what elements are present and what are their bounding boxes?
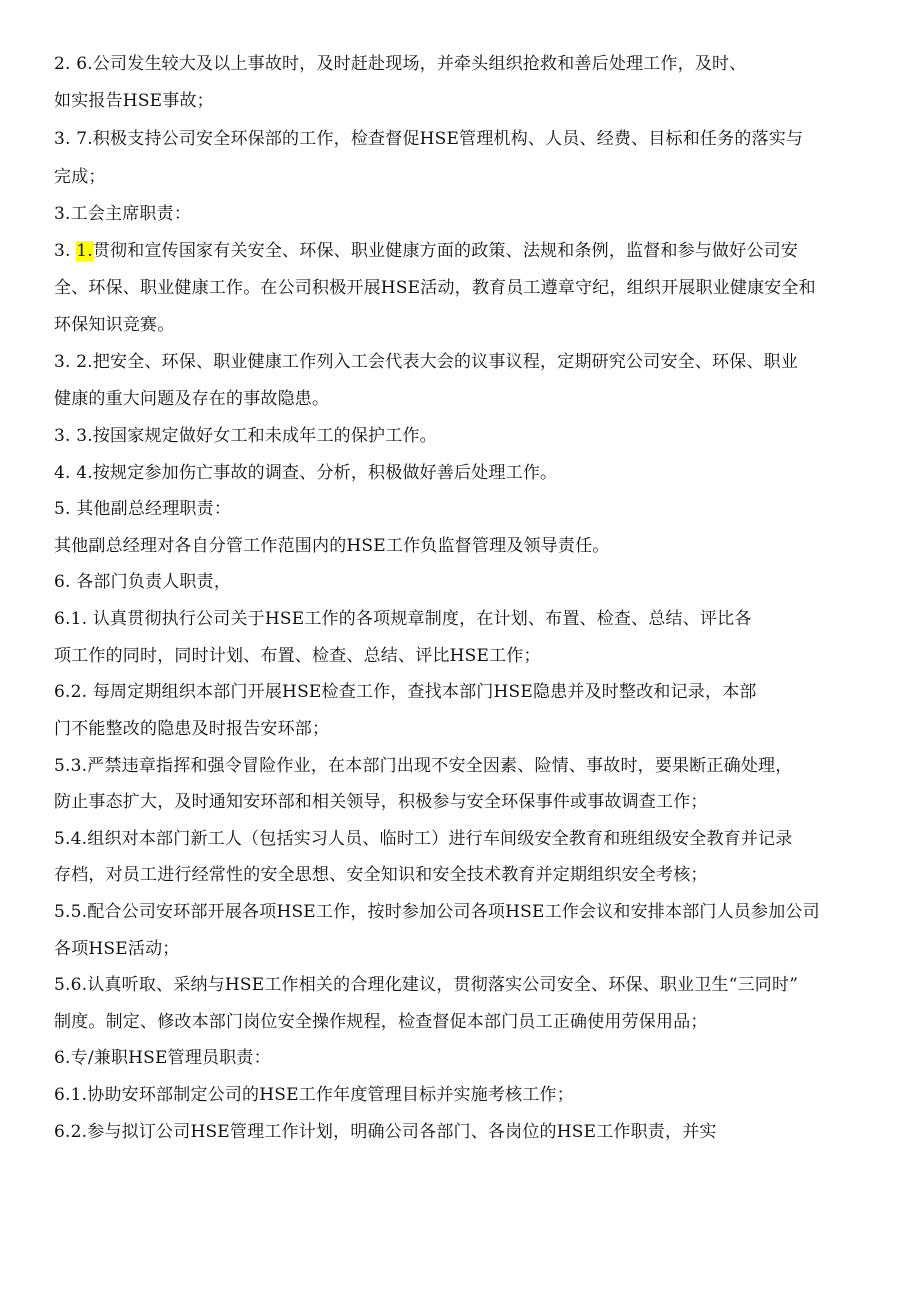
text-line: 3. 7.积极支持公司安全环保部的工作，检查督促HSE管理机构、人员、经费、目标和任务的落实与 <box>54 129 804 149</box>
text-line: 门不能整改的隐患及时报告安环部； <box>54 719 330 739</box>
text-line: 5.6.认真听取、采纳与HSE工作相关的合理化建议，贯彻落实公司安全、环保、职业卫生“三同时” <box>54 975 799 995</box>
section-heading: 6. 各部门负责人职责， <box>54 572 232 592</box>
section-heading: 3.工会主席职责： <box>54 204 192 224</box>
text-line: 制度。制定、修改本部门岗位安全操作规程，检查督促本部门员工正确使用劳保用品； <box>54 1012 708 1032</box>
text-line: 3. 3.按国家规定做好女工和未成年工的保护工作。 <box>54 426 437 446</box>
section-heading: 5. 其他副总经理职责： <box>54 499 232 519</box>
text-line: 5.3.严禁违章指挥和强令冒险作业，在本部门出现不安全因素、险情、事故时，要果断正确处理， <box>54 756 793 776</box>
text-line: 5.4.组织对本部门新工人（包括实习人员、临时工）进行车间级安全教育和班组级安全教育并记录 <box>54 829 793 849</box>
text-line: 完成； <box>54 167 106 187</box>
highlighted-text-line <box>54 240 798 262</box>
text-line: 健康的重大问题及存在的事故隐患。 <box>54 389 330 409</box>
section-heading: 6.专/兼职HSE管理员职责： <box>54 1048 271 1068</box>
text-line: 项工作的同时，同时计划、布置、检查、总结、评比HSE工作； <box>54 646 541 666</box>
text-line: 存档，对员工进行经常性的安全思想、安全知识和安全技术教育并定期组织安全考核； <box>54 865 708 885</box>
text-line: 各项HSE活动； <box>54 939 180 959</box>
text-line: 全、环保、职业健康工作。在公司积极开展HSE活动，教育员工遵章守纪，组织开展职业健康安全和 <box>54 278 816 298</box>
text-line: 6.2.参与拟订公司HSE管理工作计划，明确公司各部门、各岗位的HSE工作职责，并实 <box>54 1122 717 1142</box>
text-line: 6.1.协助安环部制定公司的HSE工作年度管理目标并实施考核工作； <box>54 1085 574 1105</box>
text-line: 6.2. 每周定期组织本部门开展HSE检查工作，查找本部门HSE隐患并及时整改和记录，本部 <box>54 682 757 702</box>
text-line: 5.5.配合公司安环部开展各项HSE工作，按时参加公司各项HSE工作会议和安排本部门人员参加公司 <box>54 902 820 922</box>
text-line: 环保知识竞赛。 <box>54 315 175 335</box>
line-prefix: 3. <box>54 241 77 261</box>
line-rest: 贯彻和宣传国家有关安全、环保、职业健康方面的政策、法规和条例，监督和参与做好公司安 <box>92 241 799 261</box>
text-line: 6.1. 认真贯彻执行公司关于HSE工作的各项规章制度，在计划、布置、检查、总结、评比各 <box>54 609 752 629</box>
text-line: 防止事态扩大，及时通知安环部和相关领导，积极参与安全环保事件或事故调查工作； <box>54 792 708 812</box>
text-line: 4. 4.按规定参加伤亡事故的调查、分析，积极做好善后处理工作。 <box>54 463 558 483</box>
text-line: 如实报告HSE事故； <box>54 91 214 111</box>
highlight-mark: 1. <box>76 241 93 261</box>
text-line: 3. 2.把安全、环保、职业健康工作列入工会代表大会的议事议程，定期研究公司安全、环保、职业 <box>54 352 799 372</box>
text-line: 2. 6.公司发生较大及以上事故时，及时赶赴现场，并牵头组织抢救和善后处理工作，及时、 <box>54 54 747 74</box>
text-line: 其他副总经理对各自分管工作范围内的HSE工作负监督管理及领导责任。 <box>54 536 610 556</box>
